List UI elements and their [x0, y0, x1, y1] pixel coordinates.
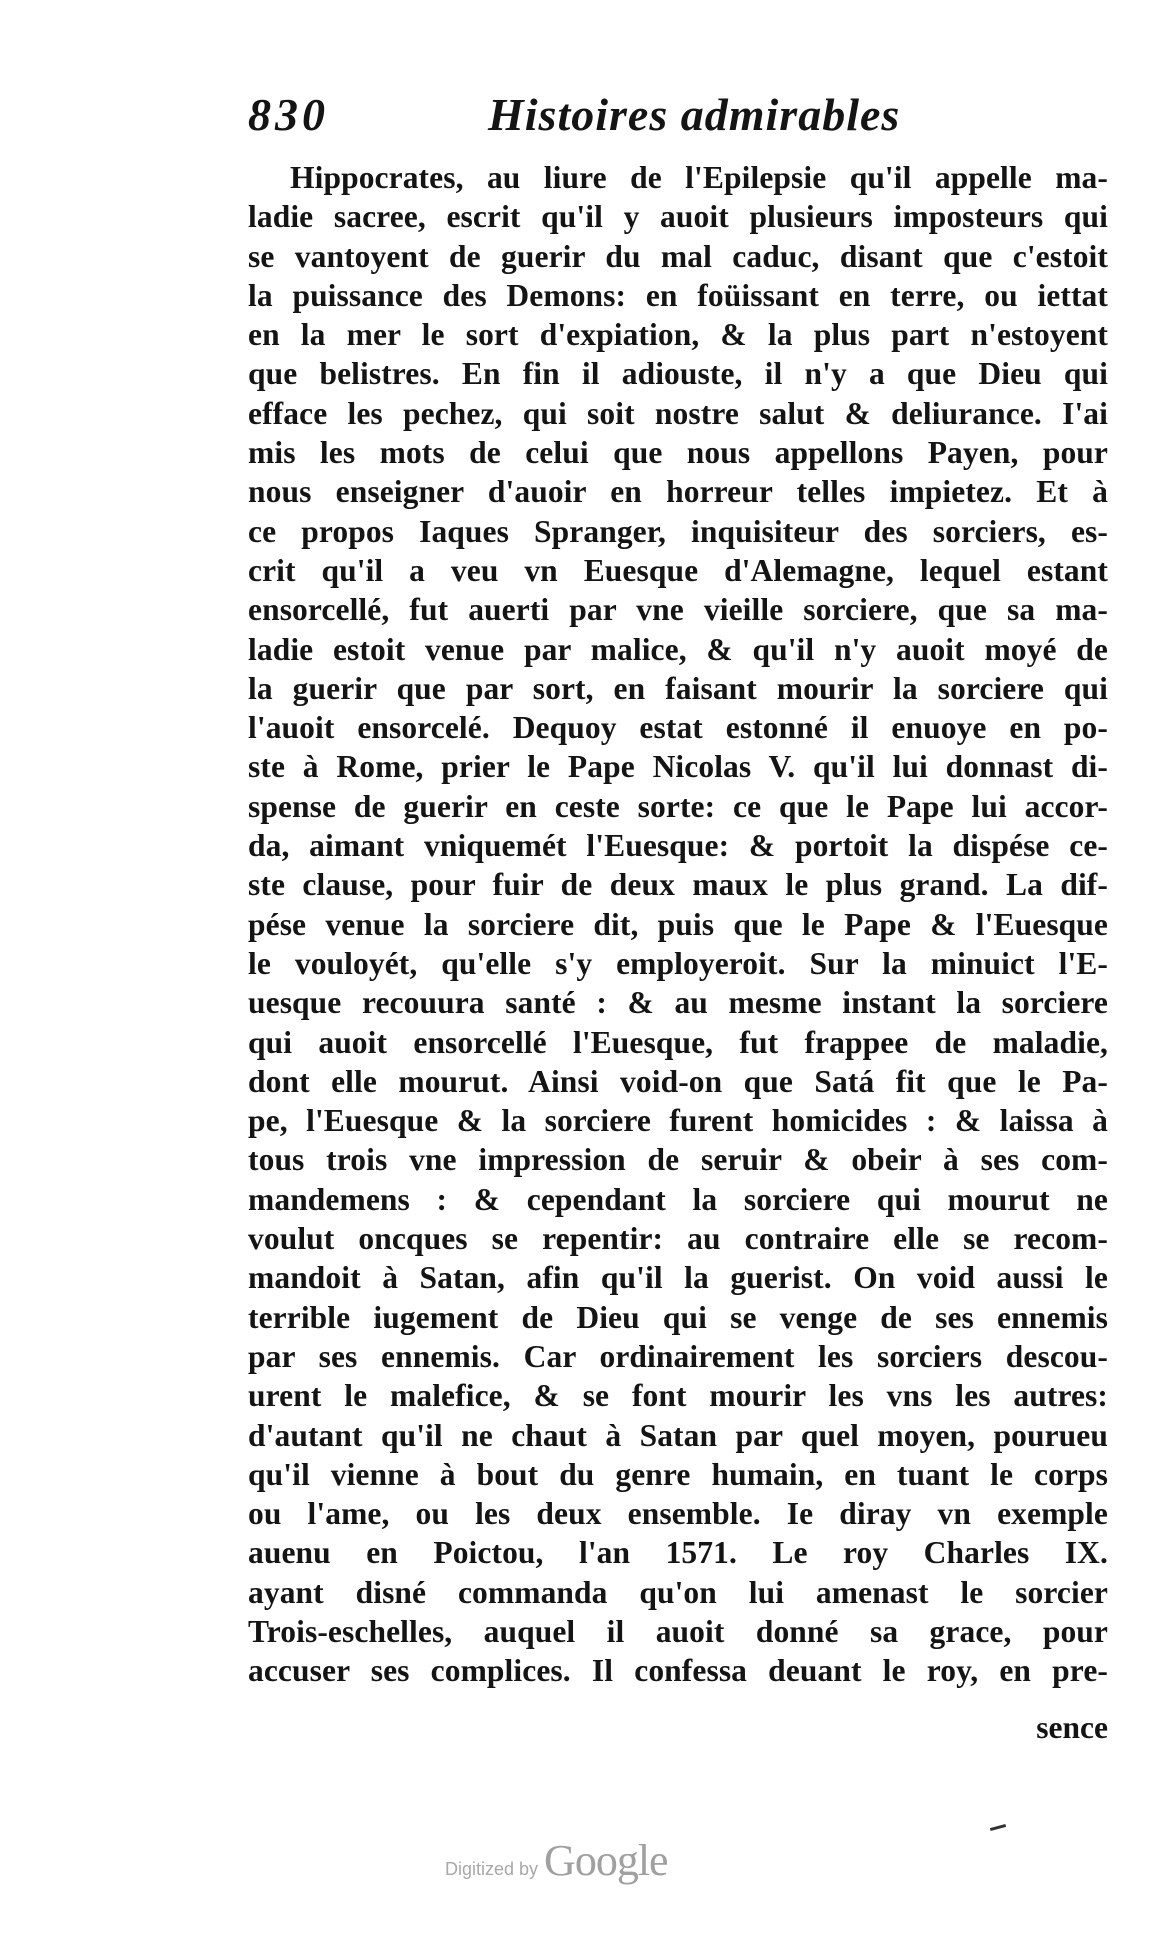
page-header	[248, 88, 1108, 148]
text-line: par ses ennemis. Car ordinairement les sorciers descou-	[248, 1338, 1108, 1374]
text-line: ladie estoit venue par malice, & qu'il n'y auoit moyé de	[248, 631, 1108, 667]
watermark-digitized-text: Digitized by	[445, 1859, 539, 1879]
digitization-watermark	[445, 1835, 668, 1886]
text-line: crit qu'il a veu vn Euesque d'Alemagne, lequel estant	[248, 552, 1108, 588]
text-line: ste à Rome, prier le Pape Nicolas V. qu'il lui donnast di-	[248, 749, 1108, 785]
ink-mark	[990, 1824, 1006, 1831]
text-line: terrible iugement de Dieu qui se venge de ses ennemis	[248, 1299, 1108, 1335]
text-line: ayant disné commanda qu'on lui amenast le sorcier	[248, 1574, 1108, 1610]
text-line: urent le malefice, & se font mourir les vns les autres:	[248, 1378, 1108, 1414]
text-line: ensorcellé, fut auerti par vne vieille sorciere, que sa ma-	[248, 592, 1108, 628]
text-line: ou l'ame, ou les deux ensemble. Ie diray vn exemple	[248, 1496, 1108, 1532]
text-line: mandoit à Satan, afin qu'il la guerist. On void aussi le	[248, 1260, 1108, 1296]
text-line: mandemens : & cependant la sorciere qui mourut ne	[248, 1181, 1108, 1217]
text-line: Hippocrates, au liure de l'Epilepsie qu'il appelle ma-	[290, 160, 1108, 195]
body-text	[248, 158, 1108, 1691]
text-line: auenu en Poictou, l'an 1571. Le roy Charles IX.	[248, 1535, 1108, 1571]
text-line: tous trois vne impression de seruir & obeir à ses com-	[248, 1142, 1108, 1178]
text-line: d'autant qu'il ne chaut à Satan par quel moyen, pourueu	[248, 1417, 1108, 1453]
text-line: nous enseigner d'auoir en horreur telles impietez. Et à	[248, 474, 1108, 510]
page-number: 830	[248, 89, 329, 140]
text-line: la guerir que par sort, en faisant mourir la sorciere qui	[248, 670, 1108, 706]
text-line: se vantoyent de guerir du mal caduc, disant que c'estoit	[248, 238, 1108, 274]
text-line: le vouloyét, qu'elle s'y employeroit. Sur la minuict l'E-	[248, 945, 1108, 981]
text-line: Trois-eschelles, auquel il auoit donné sa grace, pour	[248, 1613, 1108, 1649]
text-line: ladie sacree, escrit qu'il y auoit plusieurs imposteurs qui	[248, 199, 1108, 235]
text-line: spense de guerir en ceste sorte: ce que le Pape lui accor-	[248, 788, 1108, 824]
text-line: pe, l'Euesque & la sorciere furent homicides : & laissa à	[248, 1103, 1108, 1139]
text-line: efface les pechez, qui soit nostre salut & deliurance. I'ai	[248, 395, 1108, 431]
catchword: sence	[1036, 1710, 1108, 1745]
text-line: da, aimant vniquemét l'Euesque: & portoit la dispése ce-	[248, 828, 1108, 864]
text-line: que belistres. En fin il adiouste, il n'y a que Dieu qui	[248, 356, 1108, 392]
text-line: la puissance des Demons: en foüissant en terre, ou iettat	[248, 277, 1108, 313]
text-line: accuser ses complices. Il confessa deuant le roy, en pre-	[248, 1653, 1108, 1689]
text-line: en la mer le sort d'expiation, & la plus part n'estoyent	[248, 317, 1108, 353]
running-title: Histoires admirables	[488, 89, 901, 140]
text-line: ce propos Iaques Spranger, inquisiteur des sorciers, es-	[248, 513, 1108, 549]
text-line: dont elle mourut. Ainsi void-on que Satá fit que le Pa-	[248, 1063, 1108, 1099]
text-line: voulut oncques se repentir: au contraire elle se recom-	[248, 1221, 1108, 1257]
google-logo: Google	[544, 1836, 668, 1885]
text-line: l'auoit ensorcelé. Dequoy estat estonné il enuoye en po-	[248, 710, 1108, 746]
text-line: mis les mots de celui que nous appellons Payen, pour	[248, 435, 1108, 471]
text-line: qui auoit ensorcellé l'Euesque, fut frappee de maladie,	[248, 1024, 1108, 1060]
text-line: uesque recouura santé : & au mesme instant la sorciere	[248, 985, 1108, 1021]
text-line: qu'il vienne à bout du genre humain, en tuant le corps	[248, 1456, 1108, 1492]
text-line: ste clause, pour fuir de deux maux le plus grand. La dif-	[248, 867, 1108, 903]
text-line: pése venue la sorciere dit, puis que le Pape & l'Euesque	[248, 906, 1108, 942]
